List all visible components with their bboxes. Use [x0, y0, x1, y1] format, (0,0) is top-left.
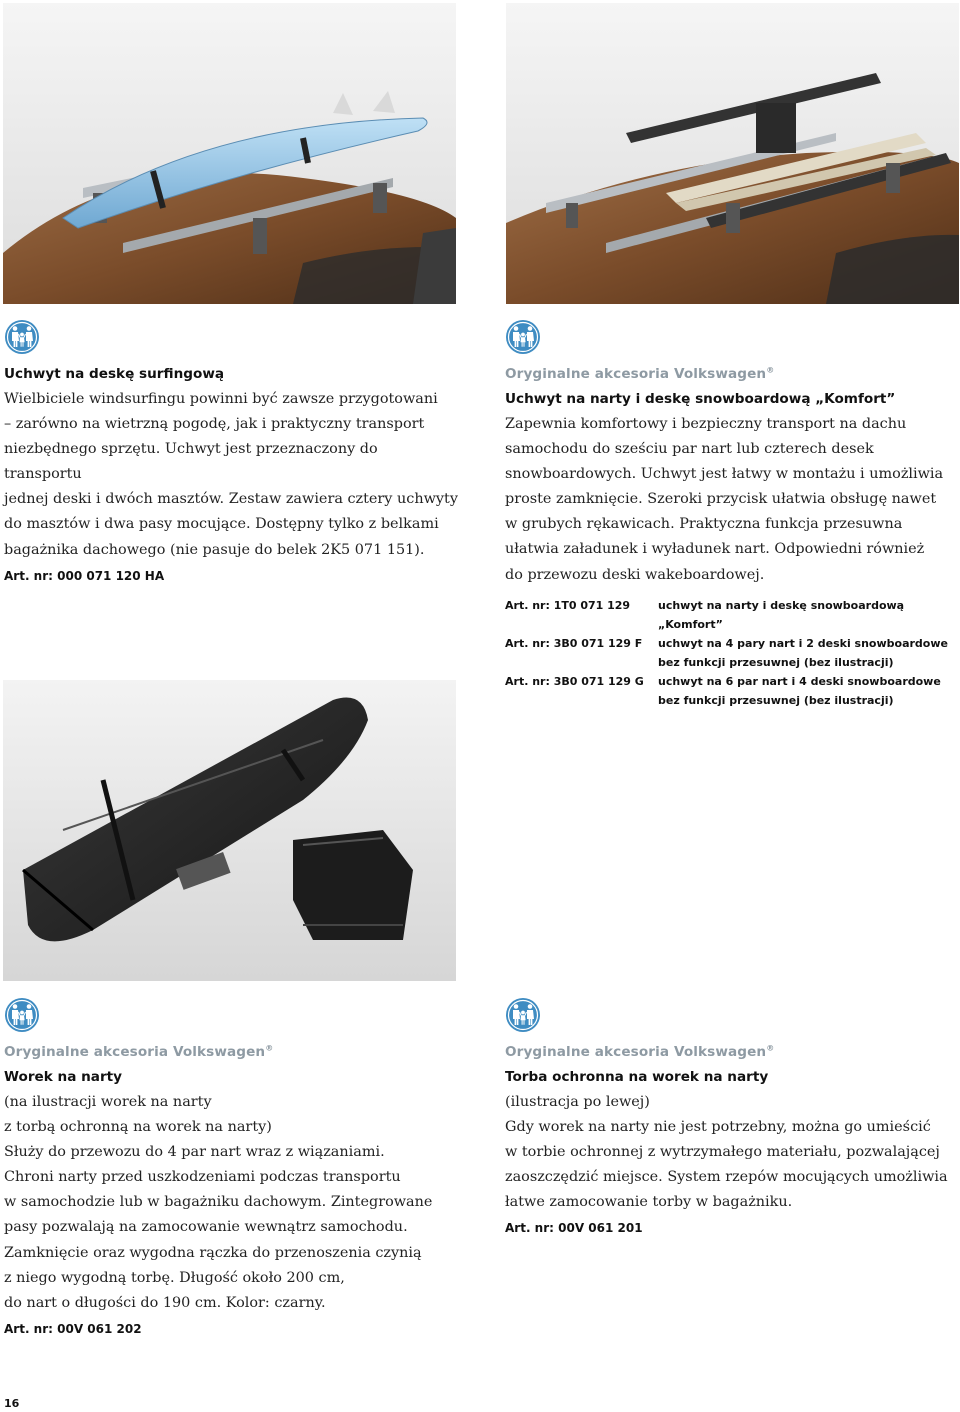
ski-bag-section — [4, 1040, 459, 1339]
section-body: (na ilustracji worek na narty z torbą ochronną na worek na narty) Służy do przewozu do 4 par nart wraz z wiązaniami. Chroni narty przed uszkodzeniami podczas transportu w samochodzie lub w bagażniku dachowym. Zintegrowane pasy pozwalają na zamocowanie wewnątrz samochodu. Zamknięcie oraz wygodna rączka do przenoszenia czynią z niego wygodną torbę. Długość około 200 cm, do nart o długości do 190 cm. Kolor: czarny. — [4, 1094, 433, 1311]
article-number: Art. nr: 000 071 120 HA — [4, 568, 165, 583]
article-row — [505, 634, 960, 672]
surfboard-holder-photo — [3, 3, 456, 304]
brand-subhead — [505, 1040, 960, 1065]
section-title: Uchwyt na narty i deskę snowboardową „Komfort” — [505, 391, 896, 407]
surfboard-holder-section — [4, 362, 459, 586]
page-number: 16 — [4, 1397, 20, 1410]
registered-mark: ® — [766, 1043, 775, 1053]
brand-subhead-text: Oryginalne akcesoria Volkswagen — [505, 1044, 767, 1060]
brand-subhead-text: Oryginalne akcesoria Volkswagen — [4, 1044, 266, 1060]
article-desc: uchwyt na 6 par nart i 4 deski snowboardowe bez funkcji przesuwnej (bez ilustracji) — [658, 674, 941, 707]
article-desc: uchwyt na narty i deskę snowboardową „Komfort” — [658, 598, 905, 631]
section-title: Torba ochronna na worek na narty — [505, 1069, 769, 1085]
brand-subhead-text: Oryginalne akcesoria Volkswagen — [505, 366, 767, 382]
black-ski-bag-image — [3, 680, 456, 981]
section-title: Worek na narty — [4, 1069, 123, 1085]
ski-holder-section — [505, 362, 960, 710]
registered-mark: ® — [265, 1043, 274, 1053]
ski-snowboard-holder-photo — [506, 3, 959, 304]
brand-subhead — [4, 1040, 459, 1065]
family-icon — [505, 997, 541, 1033]
ski-holder-on-roof-rack-image — [506, 3, 959, 304]
family-icon — [505, 319, 541, 355]
surfboard-on-roof-rack-image — [3, 3, 456, 304]
section-body: Wielbiciele windsurfingu powinni być zawsze przygotowani – zarówno na wietrzną pogodę, jak i praktyczny transport niezbędnego sprzętu. Uchwyt jest przeznaczony do transportu jednej deski i dwóch masztów. Zestaw zawiera cztery uchwyty do masztów i dwa pasy mocujące. Dostępny tylko z belkami bagażnika dachowego (nie pasuje do belek 2K5 071 151). — [4, 391, 458, 558]
section-title: Uchwyt na deskę surfingową — [4, 366, 225, 382]
family-icon — [4, 319, 40, 355]
article-table — [505, 596, 960, 710]
section-body: Zapewnia komfortowy i bezpieczny transport na dachu samochodu do sześciu par nart lub czterech desek snowboardowych. Uchwyt jest łatwy w montażu i umożliwia proste zamknięcie. Szeroki przycisk ułatwia obsługę nawet w grubych rękawicach. Praktyczna funkcja przesuwna ułatwia załadunek i wyładunek nart. Odpowiedni również do przewozu deski wakeboardowej. — [505, 416, 944, 583]
article-code: Art. nr: 3B0 071 129 F — [505, 636, 643, 650]
section-body: (ilustracja po lewej) Gdy worek na narty nie jest potrzebny, można go umieścić w torbie ochronnej z wytrzymałego materiału, pozwalającej zaoszczędzić miejsce. System rzepów mocujących umożliwia łatwe zamocowanie torby w bagażniku. — [505, 1094, 948, 1211]
article-code: Art. nr: 1T0 071 129 — [505, 598, 631, 612]
article-number: Art. nr: 00V 061 201 — [505, 1221, 643, 1236]
ski-bag-photo — [3, 680, 456, 981]
article-row — [505, 596, 960, 634]
brand-subhead — [505, 362, 960, 387]
protective-bag-section — [505, 1040, 960, 1238]
family-icon — [4, 997, 40, 1033]
article-number: Art. nr: 00V 061 202 — [4, 1321, 142, 1336]
registered-mark: ® — [766, 365, 775, 375]
article-code: Art. nr: 3B0 071 129 G — [505, 674, 644, 688]
article-desc: uchwyt na 4 pary nart i 2 deski snowboardowe bez funkcji przesuwnej (bez ilustracji) — [658, 636, 948, 669]
article-row — [505, 672, 960, 710]
